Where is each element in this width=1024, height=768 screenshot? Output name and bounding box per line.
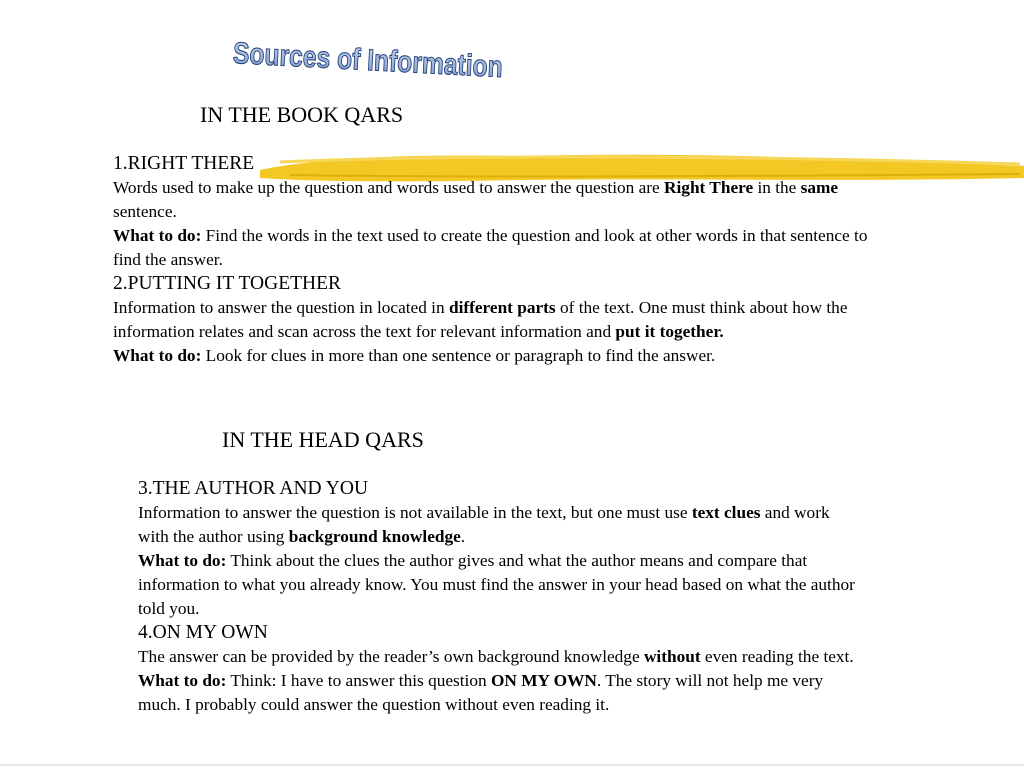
what-to-do-text: Look for clues in more than one sentence or paragraph to find the answer. [201,346,716,365]
right-there-what-to-do [113,224,883,272]
slide-title: Sources of Information [232,36,562,88]
bold-run: put it together. [615,322,724,341]
text-run: Information to answer the question in located in [113,298,449,317]
text-run: Words used to make up the question and words used to answer the question are [113,178,665,197]
footer-divider [0,764,1024,766]
on-my-own-what-to-do [138,669,858,717]
right-there-description [113,176,883,224]
author-and-you-description [138,501,858,549]
text-run: sentence. [113,202,177,221]
book-qars-block [113,152,883,368]
bold-run: without [643,647,701,666]
book-qars-heading: IN THE BOOK QARS [200,102,404,127]
text-run: even reading the text. [700,647,854,666]
section-title-putting-it-together: 2.PUTTING IT TOGETHER [113,273,342,294]
section-title-author-and-you: 3.THE AUTHOR AND YOU [138,478,369,499]
text-run: The answer can be provided by the reader’s own background knowledge [138,647,644,666]
bold-run: background knowledge [288,527,461,546]
what-to-do-text: Find the words in the text used to create the question and look at other words in that sentence to find the answer. [113,226,868,269]
bold-run: Right There [664,178,754,197]
wordart-graphic [228,34,562,88]
head-qars-heading: IN THE HEAD QARS [222,427,424,452]
section-title-right-there: 1.RIGHT THERE [113,153,255,174]
what-to-do-label: What to do: [113,346,202,365]
what-to-do-label: What to do: [138,671,227,690]
section-title-on-my-own: 4.ON MY OWN [138,622,268,643]
text-run: and work with the author using [138,503,830,546]
what-to-do-text: Think about the clues the author gives and what the author means and compare that information to what you already know. You must find the answer in your head based on what the author told you. [138,551,855,618]
text-run: . The story will not help me very much. I probably could answer the question without even reading it. [138,671,824,714]
author-and-you-what-to-do [138,549,858,621]
text-run: Think: I have to answer this question [226,671,491,690]
text-run: . [460,527,466,546]
putting-together-what-to-do [113,344,883,368]
text-run: of the text. One must think about how the information relates and scan across the text for relevant information and [113,298,848,341]
on-my-own-description [138,645,858,669]
bold-run: ON MY OWN [490,671,597,690]
what-to-do-label: What to do: [138,551,227,570]
bold-run: same [800,178,839,197]
bold-run: different parts [448,298,556,317]
head-qars-block [138,477,858,717]
putting-together-description [113,296,883,344]
what-to-do-label: What to do: [113,226,202,245]
text-run: in the [753,178,801,197]
slide-title-wordart [228,34,562,88]
bold-run: text clues [691,503,761,522]
text-run: Information to answer the question is not available in the text, but one must use [138,503,692,522]
